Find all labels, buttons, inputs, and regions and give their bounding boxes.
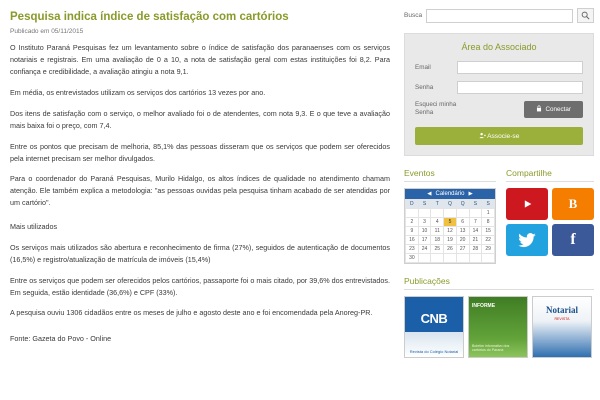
calendar-day[interactable] <box>431 209 444 218</box>
calendar-day[interactable]: 26 <box>444 245 457 254</box>
article-paragraph: A pesquisa ouviu 1306 cidadãos entre os meses de julho e agosto deste ano e foi encomendada pela Anoreg-PR. <box>10 308 373 318</box>
calendar-day[interactable] <box>469 254 482 263</box>
associate-title: Área do Associado <box>461 42 537 52</box>
password-label: Senha <box>415 84 434 91</box>
article-paragraph: Em média, os entrevistados utilizam os serviços dos cartórios 13 vezes por ano. <box>10 88 266 97</box>
calendar-weekday: D <box>406 200 419 209</box>
events-heading: Eventos <box>404 168 496 182</box>
calendar-day[interactable]: 1 <box>482 209 495 218</box>
calendar-day[interactable] <box>482 254 495 263</box>
calendar-day[interactable] <box>444 209 457 218</box>
calendar-day[interactable]: 19 <box>444 236 457 245</box>
article-paragraph: Entre os pontos que precisam de melhoria, 85,1% das pessoas disseram que os serviços que podem ser oferecidos pela internet precisam ser melhor divulgados. <box>10 141 390 163</box>
calendar-day[interactable]: 3 <box>418 218 431 227</box>
youtube-icon[interactable] <box>506 188 548 220</box>
publish-date: Publicado em 05/11/2015 <box>10 28 84 36</box>
user-plus-icon <box>479 133 487 140</box>
calendar-day[interactable]: 30 <box>406 254 419 263</box>
login-button-label: Conectar <box>545 106 571 113</box>
social-links <box>506 188 594 256</box>
article-paragraph: Dos itens de satisfação com o serviço, o melhor avaliado foi o de atendentes, com nota 9,3. E o que teve a avaliação mais baixa foi o preço, com 7,4. <box>10 108 390 130</box>
calendar-weekday: Q <box>444 200 457 209</box>
publication-cover-informe[interactable] <box>468 296 528 358</box>
article-paragraph: Para o coordenador do Paraná Pesquisas, Murilo Hidalgo, os altos índices de qualidade no atendimento chamam atenção. Ele também explica a metodologia: "as pessoas ouvidas pela pesquisa tinham acabado de ser atendidas por um cartório". <box>10 174 390 208</box>
calendar-day[interactable]: 13 <box>456 227 469 236</box>
calendar-weekday: S <box>469 200 482 209</box>
calendar-title: Calendário <box>435 191 465 197</box>
calendar-day[interactable]: 21 <box>469 236 482 245</box>
calendar-day[interactable]: 15 <box>482 227 495 236</box>
calendar-weekday: T <box>431 200 444 209</box>
page-title: Pesquisa indica índice de satisfação com cartórios <box>10 11 289 23</box>
email-row <box>415 61 583 74</box>
calendar-day[interactable]: 22 <box>482 236 495 245</box>
facebook-icon[interactable]: f <box>552 224 594 256</box>
calendar-day[interactable]: 7 <box>469 218 482 227</box>
calendar-grid <box>405 199 495 263</box>
publication-title: INFORME <box>472 303 496 309</box>
share-section <box>506 168 594 264</box>
calendar-day[interactable]: 6 <box>456 218 469 227</box>
lock-icon <box>536 105 542 114</box>
article-paragraph: Os serviços mais utilizados são abertura e reconhecimento de firma (27%), seguidos de autenticação de documentos (16,5%) e registro/atualização de matrícula de imóveis (15,4%) <box>10 242 390 264</box>
twitter-icon[interactable] <box>506 224 548 256</box>
publication-title: Notarial <box>546 305 578 315</box>
calendar-day[interactable]: 4 <box>431 218 444 227</box>
calendar-day[interactable]: 20 <box>456 236 469 245</box>
calendar-day[interactable]: 16 <box>406 236 419 245</box>
publication-subtitle: Boletim informativo dos cartórios do Paraná <box>472 343 510 353</box>
publication-title: CNB <box>420 311 448 326</box>
calendar-day[interactable] <box>418 254 431 263</box>
calendar-weekday-row <box>406 200 495 209</box>
share-heading: Compartilhe <box>506 168 594 182</box>
calendar-week <box>406 218 495 227</box>
calendar-day[interactable]: 24 <box>418 245 431 254</box>
publications-heading: Publicações <box>404 276 594 290</box>
calendar-day[interactable]: 8 <box>482 218 495 227</box>
publication-cover-cnb[interactable] <box>404 296 464 358</box>
calendar-weekday: S <box>418 200 431 209</box>
calendar-day[interactable]: 10 <box>418 227 431 236</box>
calendar-day[interactable] <box>444 254 457 263</box>
signup-button[interactable] <box>415 127 583 145</box>
calendar-day[interactable]: 2 <box>406 218 419 227</box>
search-input[interactable] <box>426 9 573 23</box>
publication-subtitle: REVISTA <box>554 317 570 321</box>
chevron-right-icon[interactable]: ▶ <box>468 191 473 197</box>
calendar-day[interactable]: 18 <box>431 236 444 245</box>
calendar-weekday: Q <box>456 200 469 209</box>
article-subheading: Mais utilizados <box>10 222 58 231</box>
calendar-day[interactable] <box>431 254 444 263</box>
calendar-day[interactable]: 17 <box>418 236 431 245</box>
search-icon <box>581 11 590 20</box>
search-label: Busca <box>404 12 423 19</box>
calendar-day[interactable]: 9 <box>406 227 419 236</box>
events-share-row <box>404 168 594 264</box>
chevron-left-icon[interactable]: ◀ <box>427 191 432 197</box>
search-button[interactable] <box>577 8 594 23</box>
calendar-day[interactable]: 14 <box>469 227 482 236</box>
calendar-day[interactable]: 11 <box>431 227 444 236</box>
calendar-header <box>405 189 495 199</box>
password-row <box>415 81 583 94</box>
email-label: Email <box>415 64 431 71</box>
calendar-week <box>406 227 495 236</box>
article <box>10 8 402 400</box>
calendar-day[interactable]: 25 <box>431 245 444 254</box>
calendar-day[interactable]: 23 <box>406 245 419 254</box>
calendar-week <box>406 254 495 263</box>
calendar-day[interactable]: 12 <box>444 227 457 236</box>
forgot-password-link[interactable]: Esqueci minha Senha <box>415 101 457 117</box>
article-paragraph: O Instituto Paraná Pesquisas fez um levantamento sobre o índice de satisfação dos paranaenses com os serviços notariais e registrais. Em uma avaliação de 0 a 10, a nota de satisfação geral com estas instituições foi 8,2. Para confiança e credibilidade, a avaliação atingiu a nota 9,1. <box>10 43 390 77</box>
calendar-day[interactable] <box>456 209 469 218</box>
search-bar <box>404 8 594 23</box>
calendar-day[interactable] <box>418 209 431 218</box>
associate-area <box>404 33 594 156</box>
forgot-row <box>415 101 583 118</box>
calendar-day[interactable] <box>456 254 469 263</box>
calendar-week <box>406 236 495 245</box>
email-field[interactable] <box>457 61 583 74</box>
calendar <box>404 188 496 264</box>
login-button[interactable] <box>524 101 583 118</box>
events-section <box>404 168 496 264</box>
blogger-icon[interactable]: B <box>552 188 594 220</box>
publication-cover-notarial[interactable] <box>532 296 592 358</box>
article-source: Fonte: Gazeta do Povo - Online <box>10 334 112 344</box>
calendar-week <box>406 209 495 218</box>
signup-button-label: Associe-se <box>487 133 520 140</box>
calendar-day[interactable]: 28 <box>469 245 482 254</box>
publications-list <box>404 296 594 358</box>
calendar-week <box>406 245 495 254</box>
publication-subtitle: Revista do Colégio Notarial <box>409 349 459 354</box>
calendar-day[interactable]: 27 <box>456 245 469 254</box>
calendar-day[interactable]: 29 <box>482 245 495 254</box>
calendar-day-today[interactable]: 5 <box>444 218 457 227</box>
password-field[interactable] <box>457 81 583 94</box>
calendar-day[interactable] <box>469 209 482 218</box>
sidebar <box>402 8 594 400</box>
calendar-weekday: S <box>482 200 495 209</box>
article-paragraph: Entre os serviços que podem ser oferecidos pelos cartórios, passaporte foi o mais citado, por 39,6% dos entrevistados. Em seguida, estão identidade (36,6%) e CPF (33%). <box>10 275 390 297</box>
calendar-day[interactable] <box>406 209 419 218</box>
